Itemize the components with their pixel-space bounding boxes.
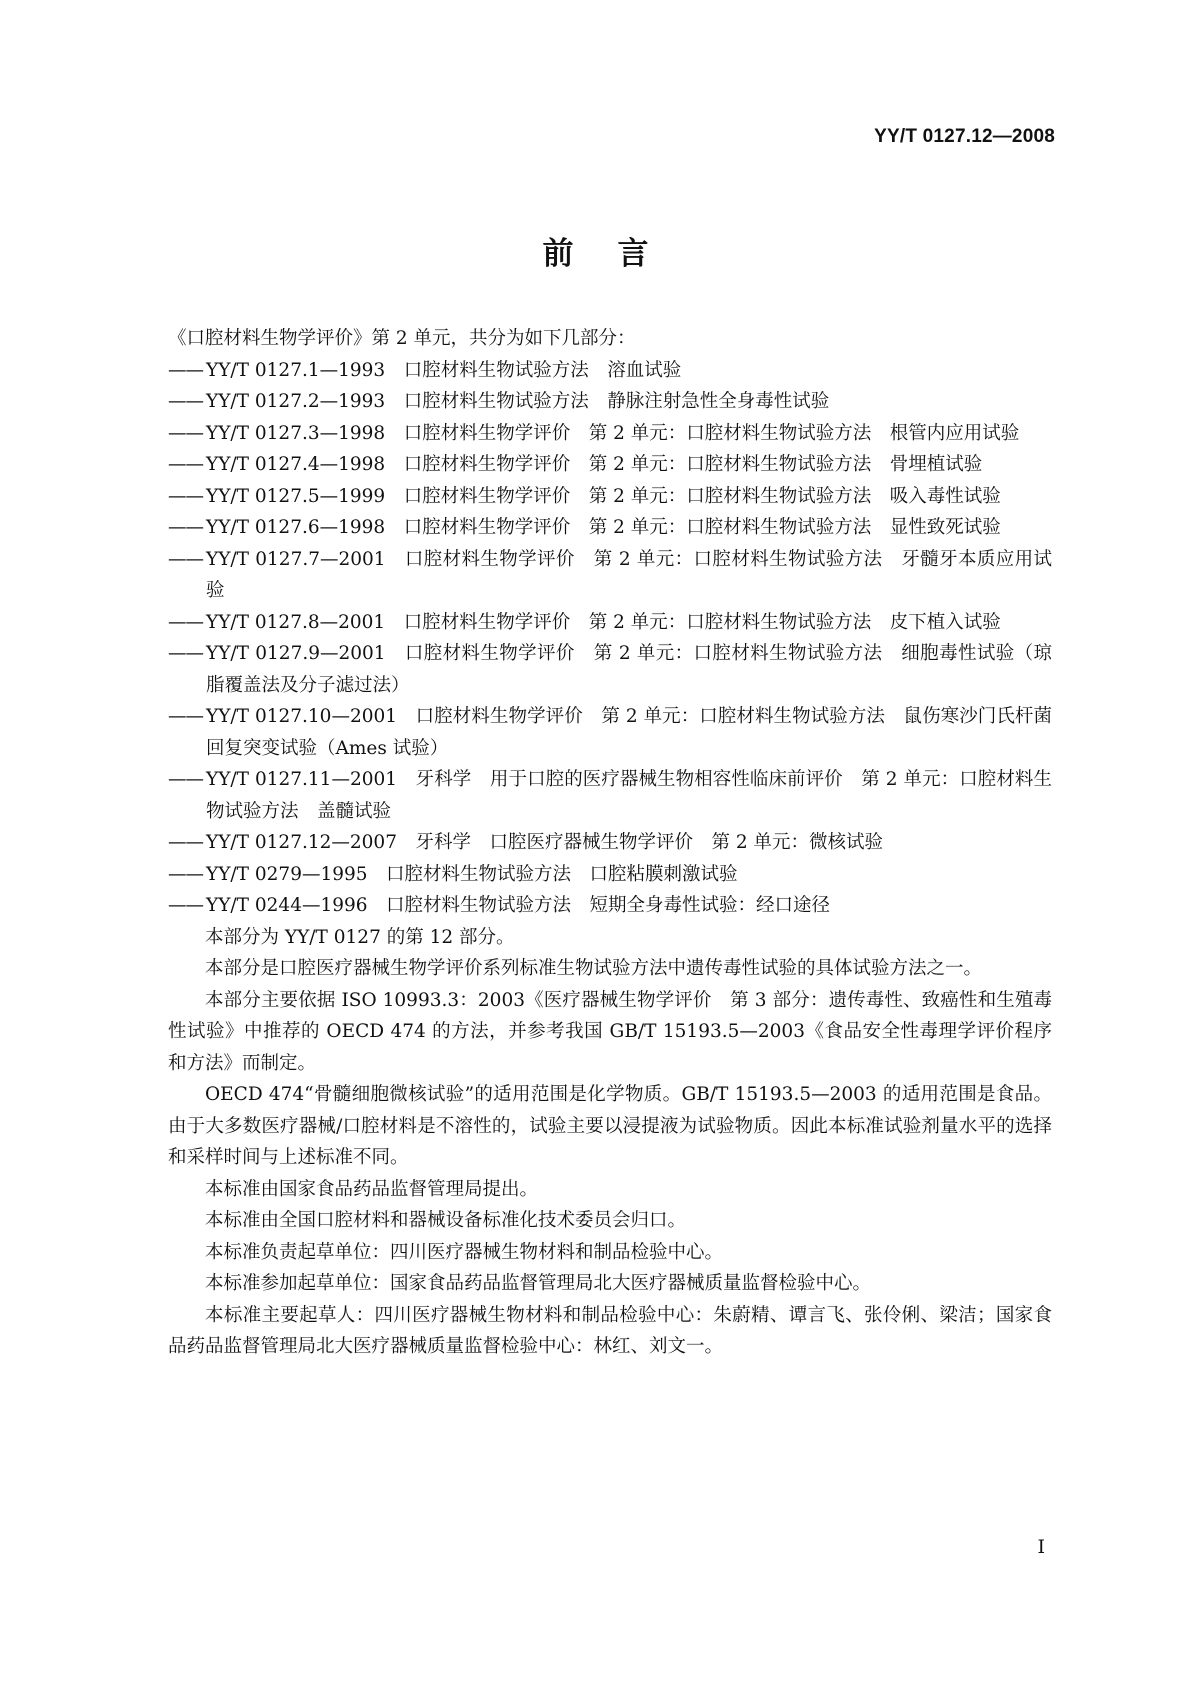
list-item-text: YY/T 0127.3—1998 口腔材料生物学评价 第 2 单元：口腔材料生物试验方法 根管内应用试验 (206, 422, 1020, 444)
list-item (168, 859, 1052, 891)
list-item-text: YY/T 0127.11—2001 牙科学 用于口腔的医疗器械生物相容性临床前评价 第 2 单元：口腔材料生物试验方法 盖髓试验 (206, 769, 1052, 822)
paragraph-drafting-unit: 本标准负责起草单位：四川医疗器械生物材料和制品检验中心。 (205, 1241, 724, 1263)
list-item-text: YY/T 0127.4—1998 口腔材料生物学评价 第 2 单元：口腔材料生物试验方法 骨埋植试验 (206, 454, 983, 475)
list-item-text: YY/T 0127.12—2007 牙科学 口腔医疗器械生物学评价 第 2 单元：微核试验 (206, 832, 883, 853)
list-item (168, 386, 1052, 418)
list-dash: —— (168, 548, 203, 570)
list-dash: —— (168, 769, 203, 790)
paragraph-drafters: 本标准主要起草人：四川医疗器械生物材料和制品检验中心：朱蔚精、谭言飞、张伶俐、梁洁；国家食品药品监督管理局北大医疗器械质量监督检验中心：林红、刘文一。 (168, 1304, 1052, 1357)
list-item (168, 638, 1052, 701)
paragraph-basis: 本部分主要依据 ISO 10993.3：2003《医疗器械生物学评价 第 3 部分：遗传毒性、致癌性和生殖毒性试验》中推荐的 OECD 474 的方法，并参考我国 GB/T 15193.5—2003《食品安全性毒理学评价程序和方法》而制定。 (168, 989, 1052, 1074)
list-item-text: YY/T 0127.5—1999 口腔材料生物学评价 第 2 单元：口腔材料生物试验方法 吸入毒性试验 (206, 485, 1001, 507)
list-dash: —— (168, 643, 203, 664)
list-item-text: YY/T 0127.9—2001 口腔材料生物学评价 第 2 单元：口腔材料生物试验方法 细胞毒性试验（琼脂覆盖法及分子滤过法） (206, 643, 1052, 696)
list-item-text: YY/T 0127.2—1993 口腔材料生物试验方法 静脉注射急性全身毒性试验 (206, 391, 830, 412)
list-dash: —— (168, 863, 203, 885)
list-dash: —— (168, 422, 203, 444)
list-item (168, 481, 1052, 513)
list-dash: —— (168, 485, 203, 507)
list-item (168, 512, 1052, 544)
list-item (168, 544, 1052, 607)
list-item-text: YY/T 0127.6—1998 口腔材料生物学评价 第 2 单元：口腔材料生物试验方法 显性致死试验 (206, 517, 1001, 538)
list-dash: —— (168, 391, 203, 412)
list-item (168, 827, 1052, 859)
intro-line: 《口腔材料生物学评价》第 2 单元，共分为如下几部分： (168, 328, 636, 349)
foreword-body (168, 323, 1052, 1363)
list-item (168, 764, 1052, 827)
list-dash: —— (168, 832, 203, 853)
list-item (168, 355, 1052, 387)
list-item (168, 449, 1052, 481)
paragraph-part-number: 本部分为 YY/T 0127 的第 12 部分。 (205, 926, 515, 948)
list-dash: —— (168, 359, 203, 381)
list-item (168, 418, 1052, 450)
page-title: 前言 (542, 236, 693, 272)
list-item-text: YY/T 0244—1996 口腔材料生物试验方法 短期全身毒性试验：经口途径 (206, 895, 831, 916)
list-item (168, 701, 1052, 764)
list-item-text: YY/T 0127.8—2001 口腔材料生物学评价 第 2 单元：口腔材料生物试验方法 皮下植入试验 (206, 611, 1001, 633)
document-code: YY/T 0127.12—2008 (874, 126, 1055, 147)
list-dash: —— (168, 454, 203, 475)
paragraph-proposed-by: 本标准由国家食品药品监督管理局提出。 (205, 1178, 539, 1200)
list-item-text: YY/T 0127.7—2001 口腔材料生物学评价 第 2 单元：口腔材料生物试验方法 牙髓牙本质应用试验 (206, 548, 1052, 601)
list-dash: —— (168, 706, 203, 727)
list-item-text: YY/T 0279—1995 口腔材料生物试验方法 口腔粘膜刺激试验 (206, 863, 738, 885)
paragraph-scope: 本部分是口腔医疗器械生物学评价系列标准生物试验方法中遗传毒性试验的具体试验方法之一。 (205, 958, 983, 979)
list-dash: —— (168, 611, 203, 633)
list-dash: —— (168, 895, 203, 916)
list-item (168, 890, 1052, 922)
parts-list (168, 355, 1052, 922)
list-item (168, 607, 1052, 639)
paragraph-applicability: OECD 474“骨髓细胞微核试验”的适用范围是化学物质。GB/T 15193.5—2003 的适用范围是食品。由于大多数医疗器械/口腔材料是不溶性的，试验主要以浸提液为试验物质。因此本标准试验剂量水平的选择和采样时间与上述标准不同。 (168, 1084, 1052, 1168)
paragraph-participating-unit: 本标准参加起草单位：国家食品药品监督管理局北大医疗器械质量监督检验中心。 (205, 1273, 872, 1294)
paragraph-centralized-by: 本标准由全国口腔材料和器械设备标准化技术委员会归口。 (205, 1210, 687, 1231)
list-item-text: YY/T 0127.1—1993 口腔材料生物试验方法 溶血试验 (206, 359, 682, 381)
list-item-text: YY/T 0127.10—2001 口腔材料生物学评价 第 2 单元：口腔材料生物试验方法 鼠伤寒沙门氏杆菌回复突变试验（Ames 试验） (206, 706, 1052, 759)
list-dash: —— (168, 517, 203, 538)
page-number: I (1037, 1536, 1045, 1558)
